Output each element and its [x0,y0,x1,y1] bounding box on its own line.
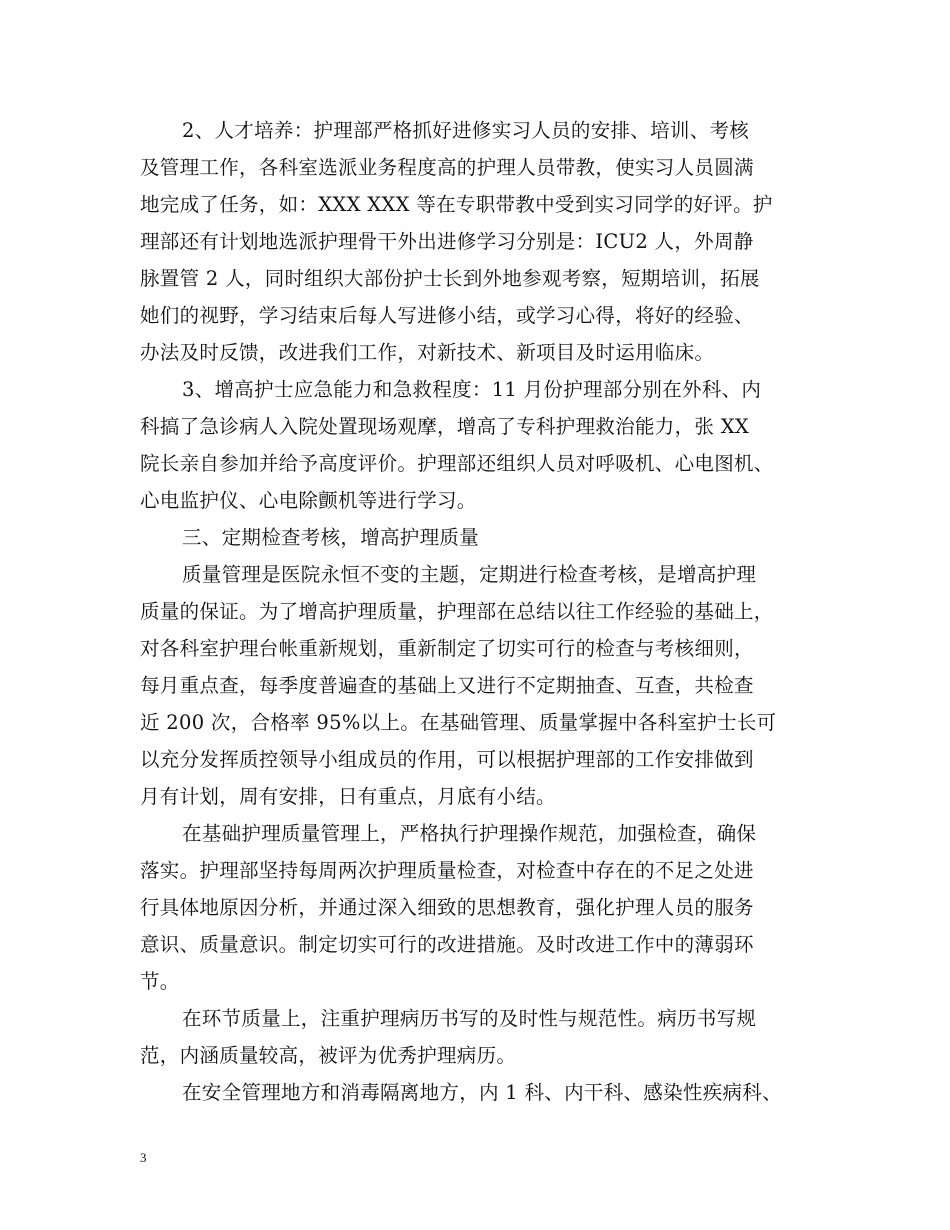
text-line: 脉置管 2 人，同时组织大部份护士长到外地参观考察，短期培训，拓展 [140,267,760,290]
text-line: 月有计划，周有安排，日有重点，月底有小结。 [140,785,556,808]
text-line: 理部还有计划地选派护理骨干外出进修学习分别是：ICU2 人，外周静 [140,230,754,253]
text-line: 对各科室护理台帐重新规划，重新制定了切实可行的检查与考核细则， [140,637,754,660]
text-line: 心电监护仪、心电除颤机等进行学习。 [140,489,477,512]
text-line: 科搞了急诊病人入院处置现场观摩，增高了专科护理救治能力，张 XX [140,415,750,438]
text-line: 质量管理是医院永恒不变的主题，定期进行检查考核，是增高护理 [182,563,757,586]
section-heading: 三、定期检查考核，增高护理质量 [182,526,480,549]
text-line: 及管理工作，各科室选派业务程度高的护理人员带教，使实习人员圆满 [140,156,754,179]
text-line: 质量的保证。为了增高护理质量，护理部在总结以往工作经验的基础上， [140,600,774,623]
text-line: 2、人才培养：护理部严格抓好进修实习人员的安排、培训、考核 [182,119,750,142]
text-line: 在安全管理地方和消毒隔离地方，内 1 科、内干科、感染性疾病科、 [182,1081,782,1104]
page-number: 3 [140,1150,147,1165]
text-line: 在基础护理质量管理上，严格执行护理操作规范，加强检查，确保 [182,822,757,845]
text-line: 地完成了任务，如：XXX XXX 等在专职带教中受到实习同学的好评。护 [140,193,773,216]
text-line: 意识、质量意识。制定切实可行的改进措施。及时改进工作中的薄弱环 [140,933,754,956]
text-line: 近 200 次，合格率 95%以上。在基础管理、质量掌握中各科室护士长可 [140,711,777,734]
text-line: 她们的视野，学习结束后每人写进修小结，或学习心得，将好的经验、 [140,304,754,327]
text-line: 落实。护理部坚持每周两次护理质量检查，对检查中存在的不足之处进 [140,859,754,882]
text-line: 办法及时反馈，改进我们工作，对新技术、新项目及时运用临床。 [140,341,715,364]
text-line: 范，内涵质量较高，被评为优秀护理病历。 [140,1044,517,1067]
text-line: 行具体地原因分析，并通过深入细致的思想教育，强化护理人员的服务 [140,896,754,919]
text-line: 每月重点查，每季度普遍查的基础上又进行不定期抽查、互查，共检查 [140,674,754,697]
text-line: 3、增高护士应急能力和急救程度：11 月份护理部分别在外科、内 [182,378,762,401]
text-line: 院长亲自参加并给予高度评价。护理部还组织人员对呼吸机、心电图机、 [140,452,774,475]
text-line: 节。 [140,970,180,993]
text-line: 以充分发挥质控领导小组成员的作用，可以根据护理部的工作安排做到 [140,748,754,771]
text-line: 在环节质量上，注重护理病历书写的及时性与规范性。病历书写规 [182,1007,757,1030]
